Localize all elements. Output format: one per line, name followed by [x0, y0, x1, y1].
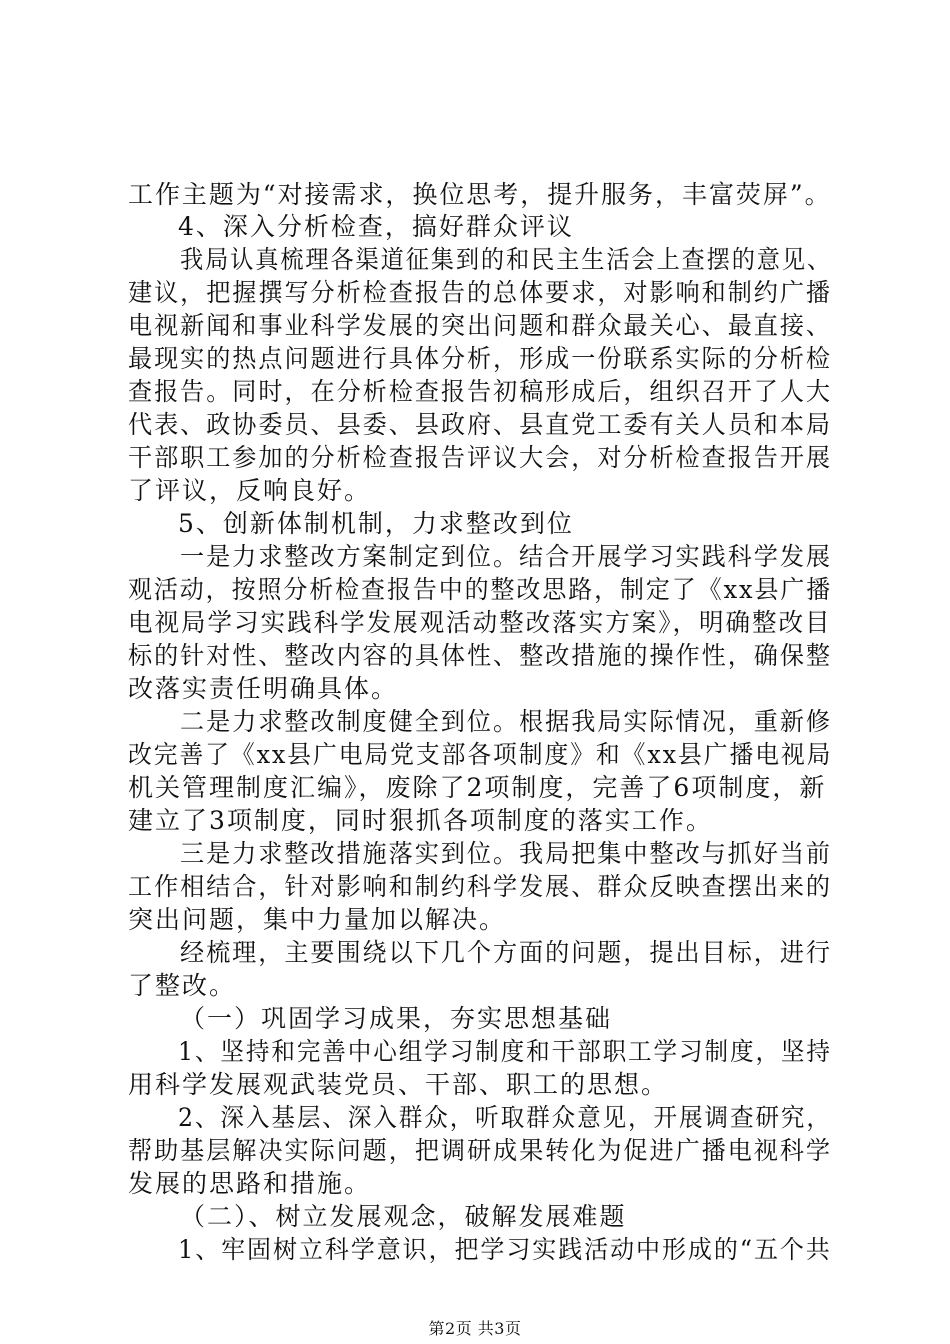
text-line: 改完善了《xx县广电局党支部各项制度》和《xx县广播电视局	[128, 740, 833, 769]
text-line: 了整改。	[128, 971, 237, 1000]
text-line: 电视新闻和事业科学发展的突出问题和群众最关心、最直接、	[128, 311, 833, 340]
text-line: 建立了3项制度，同时狠抓各项制度的落实工作。	[128, 806, 713, 835]
text-line: 三是力求整改措施落实到位。我局把集中整改与抓好当前	[180, 839, 832, 868]
page-number: 第2页 共3页	[428, 1319, 522, 1338]
text-line: 最现实的热点问题进行具体分析，形成一份联系实际的分析检	[128, 344, 833, 373]
section-heading: （二）、树立发展观念，破解发展难题	[180, 1202, 627, 1231]
text-line: 代表、政协委员、县委、县政府、县直党工委有关人员和本局	[128, 410, 833, 439]
text-line: 我局认真梳理各渠道征集到的和民主生活会上查摆的意见、	[180, 245, 833, 274]
text-line: 发展的思路和措施。	[128, 1169, 372, 1198]
text-line: 二是力求整改制度健全到位。根据我局实际情况，重新修	[180, 707, 832, 736]
text-line: 电视局学习实践科学发展观活动整改落实方案》，明确整改目	[128, 608, 832, 637]
text-line: 工作相结合，针对影响和制约科学发展、群众反映查摆出来的	[128, 872, 833, 901]
text-line: 建议，把握撰写分析检查报告的总体要求，对影响和制约广播	[128, 278, 833, 307]
section-heading: 4、深入分析检查，搞好群众评议	[178, 212, 574, 241]
text-line: 2、深入基层、深入群众，听取群众意见，开展调查研究，	[178, 1103, 832, 1132]
section-heading: 5、创新体制机制，力求整改到位	[178, 509, 574, 538]
text-line: 标的针对性、整改内容的具体性、整改措施的操作性，确保整	[128, 641, 833, 670]
text-line: 1、坚持和完善中心组学习制度和干部职工学习制度，坚持	[178, 1037, 832, 1066]
text-line: 机关管理制度汇编》，废除了2项制度，完善了6项制度，新	[128, 773, 827, 802]
text-line: 干部职工参加的分析检查报告评议大会，对分析检查报告开展	[128, 443, 833, 472]
text-line: 用科学发展观武装党员、干部、职工的思想。	[128, 1070, 669, 1099]
text-line: 了评议，反响良好。	[128, 476, 372, 505]
text-line: 1、牢固树立科学意识，把学习实践活动中形成的“五个共	[178, 1235, 832, 1264]
text-line: 一是力求整改方案制定到位。结合开展学习实践科学发展	[180, 542, 832, 571]
text-line: 帮助基层解决实际问题，把调研成果转化为促进广播电视科学	[128, 1136, 833, 1165]
section-heading: （一）巩固学习成果，夯实思想基础	[180, 1004, 613, 1033]
text-line: 突出问题，集中力量加以解决。	[128, 905, 507, 934]
text-line: 经梳理，主要围绕以下几个方面的问题，提出目标，进行	[180, 938, 832, 967]
text-line: 工作主题为“对接需求，换位思考，提升服务，丰富荧屏”。	[128, 180, 832, 209]
text-line: 改落实责任明确具体。	[128, 674, 399, 703]
text-line: 查报告。同时，在分析检查报告初稿形成后，组织召开了人大	[128, 377, 833, 406]
text-line: 观活动，按照分析检查报告中的整改思路，制定了《xx县广播	[128, 575, 833, 604]
